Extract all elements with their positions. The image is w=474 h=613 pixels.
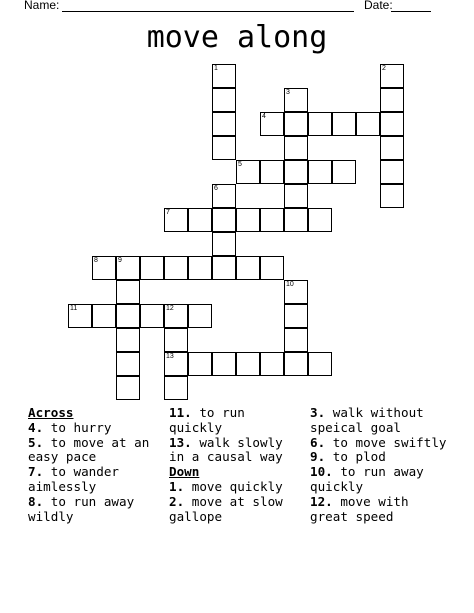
clue-number: 10.	[310, 464, 333, 480]
grid-cell[interactable]	[236, 352, 260, 376]
clue-number: 4.	[28, 419, 44, 435]
grid-cell[interactable]	[380, 64, 404, 88]
cell-number: 5	[238, 161, 242, 168]
grid-cell[interactable]	[284, 160, 308, 184]
grid-cell[interactable]	[188, 256, 212, 280]
clues-column-1	[28, 406, 160, 524]
grid-cell[interactable]	[284, 88, 308, 112]
grid-cell[interactable]	[284, 136, 308, 160]
clue-number: 3.	[310, 405, 326, 420]
clue-number: 13.	[169, 434, 192, 450]
clue-number: 12.	[310, 493, 333, 509]
grid-cell[interactable]	[164, 256, 188, 280]
grid-cell[interactable]	[284, 112, 308, 136]
cell-number: 2	[382, 65, 386, 72]
clue-text: to move at an easy pace	[28, 434, 150, 465]
grid-cell[interactable]	[116, 304, 140, 328]
grid-cell[interactable]	[284, 280, 308, 304]
cell-number: 13	[166, 353, 174, 360]
clue-text: move at slow gallope	[169, 493, 283, 524]
grid-cell[interactable]	[308, 160, 332, 184]
clue-text: to plod	[332, 449, 386, 465]
grid-cell[interactable]	[140, 304, 164, 328]
grid-cell[interactable]	[380, 112, 404, 136]
clue-item	[310, 436, 450, 451]
clue-text: move quickly	[191, 478, 283, 494]
grid-cell[interactable]	[284, 352, 308, 376]
grid-cell[interactable]	[260, 352, 284, 376]
grid-cell[interactable]	[164, 352, 188, 376]
clue-text: move with great speed	[310, 493, 409, 524]
grid-cell[interactable]	[212, 232, 236, 256]
grid-cell[interactable]	[212, 352, 236, 376]
clue-text: to wander aimlessly	[28, 464, 120, 494]
clue-number: 8.	[28, 493, 44, 509]
clue-text: to run away quickly	[310, 464, 424, 494]
clue-text: walk slowly in a causal way	[169, 434, 283, 465]
clues-column-3	[310, 406, 450, 524]
cell-number: 7	[166, 209, 170, 216]
grid-cell[interactable]	[188, 304, 212, 328]
clues-column-2	[169, 406, 303, 524]
clue-item	[310, 450, 450, 465]
name-label: Name:	[24, 0, 60, 12]
clue-item	[169, 406, 303, 436]
clue-item	[28, 465, 160, 495]
clue-item	[310, 406, 450, 436]
clue-item	[169, 480, 303, 495]
grid-cell[interactable]	[236, 160, 260, 184]
clue-text: to move swiftly	[332, 434, 447, 450]
grid-cell[interactable]	[260, 208, 284, 232]
grid-cell[interactable]	[212, 184, 236, 208]
grid-cell[interactable]	[260, 160, 284, 184]
grid-cell[interactable]	[308, 112, 332, 136]
grid-cell[interactable]	[332, 160, 356, 184]
clue-item	[169, 436, 303, 466]
cell-number: 3	[286, 89, 290, 96]
grid-cell[interactable]	[116, 280, 140, 304]
grid-cell[interactable]	[116, 352, 140, 376]
grid-cell[interactable]	[212, 208, 236, 232]
grid-cell[interactable]	[164, 304, 188, 328]
clue-item	[28, 421, 160, 436]
grid-cell[interactable]	[188, 352, 212, 376]
clue-number: 6.	[310, 434, 326, 450]
grid-cell[interactable]	[260, 112, 284, 136]
cell-number: 9	[118, 257, 122, 264]
grid-cell[interactable]	[380, 136, 404, 160]
clue-number: 2.	[169, 493, 185, 509]
grid-cell[interactable]	[284, 328, 308, 352]
cell-number: 10	[286, 281, 294, 288]
grid-cell[interactable]	[116, 328, 140, 352]
grid-cell[interactable]	[380, 184, 404, 208]
grid-cell[interactable]	[164, 376, 188, 400]
clue-text: walk without speical goal	[310, 405, 424, 435]
grid-cell[interactable]	[284, 208, 308, 232]
grid-cell[interactable]	[212, 88, 236, 112]
cell-number: 6	[214, 185, 218, 192]
cell-number: 1	[214, 65, 218, 72]
clue-item	[310, 495, 450, 525]
clue-heading: Down	[169, 464, 200, 480]
grid-cell[interactable]	[92, 304, 116, 328]
clue-number: 1.	[169, 478, 185, 494]
clue-item	[28, 495, 160, 525]
grid-cell[interactable]	[212, 136, 236, 160]
grid-cell[interactable]	[68, 304, 92, 328]
clue-text: to hurry	[50, 419, 112, 435]
clue-number: 5.	[28, 434, 44, 450]
grid-cell[interactable]	[308, 352, 332, 376]
grid-cell[interactable]	[308, 208, 332, 232]
clue-number: 11.	[169, 405, 192, 420]
grid-cell[interactable]	[212, 64, 236, 88]
clue-item	[169, 495, 303, 525]
grid-cell[interactable]	[284, 304, 308, 328]
grid-cell[interactable]	[332, 112, 356, 136]
grid-cell[interactable]	[188, 208, 212, 232]
cell-number: 8	[94, 257, 98, 264]
clue-text: to run away wildly	[28, 493, 135, 524]
grid-cell[interactable]	[380, 88, 404, 112]
grid-cell[interactable]	[284, 184, 308, 208]
grid-cell[interactable]	[116, 256, 140, 280]
clue-heading: Across	[28, 405, 74, 420]
cell-number: 11	[70, 305, 78, 312]
clue-text: to run quickly	[169, 405, 245, 435]
grid-cell[interactable]	[164, 208, 188, 232]
grid-cell[interactable]	[116, 376, 140, 400]
date-label: Date:	[364, 0, 393, 12]
cell-number: 4	[262, 113, 266, 120]
grid-cell[interactable]	[356, 112, 380, 136]
grid-cell[interactable]	[212, 112, 236, 136]
clue-item	[310, 465, 450, 495]
clue-item	[28, 436, 160, 466]
grid-cell[interactable]	[236, 256, 260, 280]
grid-cell[interactable]	[140, 256, 164, 280]
grid-cell[interactable]	[236, 208, 260, 232]
grid-cell[interactable]	[260, 256, 284, 280]
clue-number: 7.	[28, 464, 44, 480]
grid-cell[interactable]	[380, 160, 404, 184]
grid-cell[interactable]	[92, 256, 116, 280]
grid-cell[interactable]	[212, 256, 236, 280]
cell-number: 12	[166, 305, 174, 312]
grid-cell[interactable]	[164, 328, 188, 352]
puzzle-title: move along	[146, 20, 328, 55]
clue-number: 9.	[310, 449, 326, 465]
